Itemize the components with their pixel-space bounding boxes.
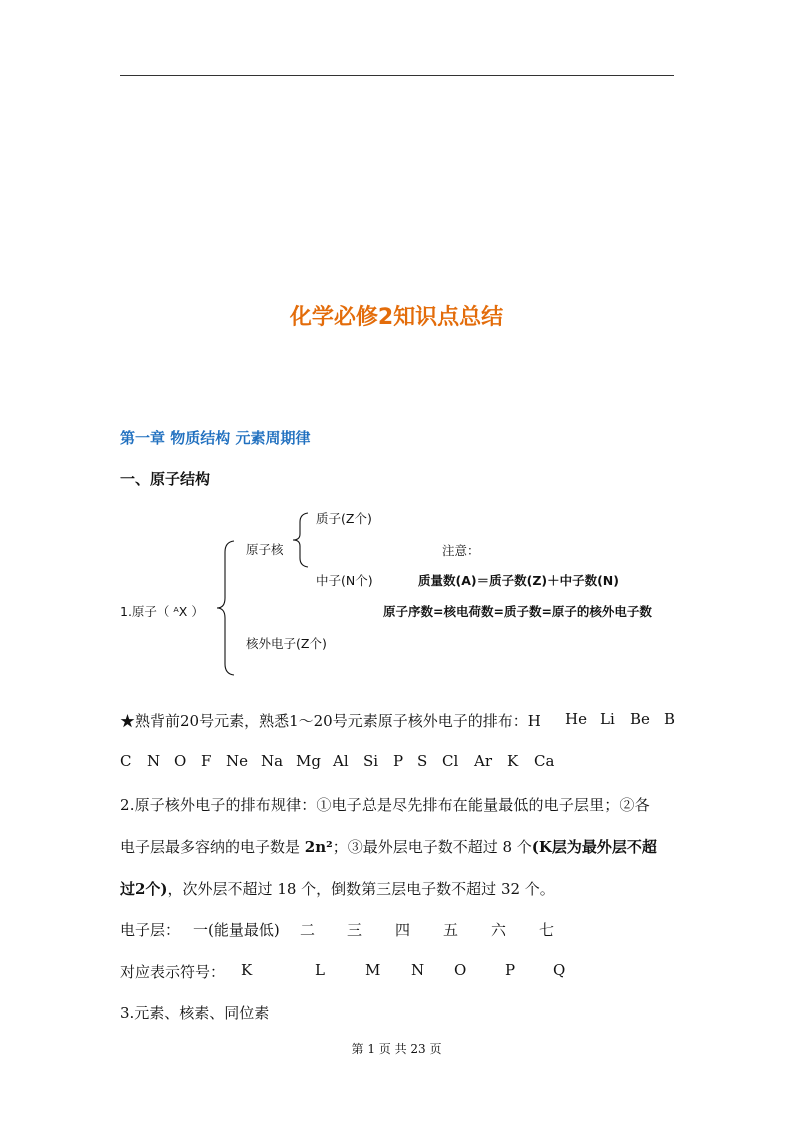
page-title: 化学必修2知识点总结 bbox=[289, 305, 504, 330]
shell-1: 一(能量最低) bbox=[193, 921, 280, 939]
element-ne: Ne bbox=[226, 752, 249, 770]
element-b: B bbox=[664, 710, 676, 728]
element-ca: Ca bbox=[534, 752, 555, 770]
element-list-line-1 bbox=[120, 710, 676, 730]
element-al: Al bbox=[333, 752, 349, 770]
element-list-line-2 bbox=[120, 752, 676, 772]
section-heading: 一、原子结构 bbox=[120, 470, 211, 488]
rules-line-2 bbox=[120, 836, 676, 857]
diagram-mass-formula: 质量数(A)＝质子数(Z)＋中子数(N) bbox=[418, 573, 619, 588]
diagram-proton: 质子(Z个) bbox=[316, 511, 372, 526]
element-be: Be bbox=[630, 710, 650, 728]
rules-line-2-c: ；③最外层电子数不超过 8 个 bbox=[332, 838, 532, 856]
element-si: Si bbox=[363, 752, 379, 770]
shell-5: 五 bbox=[443, 921, 459, 939]
rules-line-3 bbox=[120, 878, 676, 899]
rules-line-1: 2.原子核外电子的排布规律：①电子总是尽先排布在能量最低的电子层里；②各 bbox=[120, 796, 650, 814]
shell-4: 四 bbox=[395, 921, 411, 939]
page-footer: 第 1 页 共 23 页 bbox=[351, 1042, 442, 1056]
element-li: Li bbox=[600, 710, 615, 728]
diagram-note-label: 注意： bbox=[442, 543, 480, 558]
rules-line-3-a: 过2个) bbox=[120, 880, 168, 898]
shell-7: 七 bbox=[539, 921, 555, 939]
nucleus-brace bbox=[290, 512, 312, 568]
diagram-electron: 核外电子(Z个) bbox=[246, 636, 327, 651]
element-mg: Mg bbox=[296, 752, 321, 770]
rules-line-2-a: 电子层最多容纳的电子数是 bbox=[120, 838, 305, 856]
diagram-ordinal-formula: 原子序数=核电荷数=质子数=原子的核外电子数 bbox=[383, 604, 652, 619]
diagram-nucleus: 原子核 bbox=[246, 542, 284, 557]
element-he: He bbox=[565, 710, 587, 728]
shell-6: 六 bbox=[491, 921, 507, 939]
element-f: F bbox=[201, 752, 212, 770]
shell-3: 三 bbox=[347, 921, 363, 939]
element-s: S bbox=[417, 752, 428, 770]
diagram-neutron: 中子(N个) bbox=[316, 573, 373, 588]
element-k: K bbox=[507, 752, 519, 770]
atom-brace bbox=[214, 540, 238, 676]
rules-line-2-formula: 2n² bbox=[304, 838, 333, 856]
symbols-label: 对应表示符号： bbox=[120, 963, 226, 981]
element-c: C bbox=[120, 752, 132, 770]
shells-label: 电子层： bbox=[120, 921, 181, 939]
symbol-p: P bbox=[505, 961, 516, 979]
element-na: Na bbox=[261, 752, 284, 770]
symbol-q: Q bbox=[553, 961, 566, 979]
shell-2: 二 bbox=[300, 921, 316, 939]
element-p: P bbox=[393, 752, 404, 770]
rules-line-2-d: (K层为最外层不超 bbox=[531, 838, 657, 856]
diagram-atom-label: 1.原子（ ᴬX ） bbox=[120, 604, 204, 619]
chapter-heading: 第一章 物质结构 元素周期律 bbox=[120, 429, 311, 447]
symbol-o: O bbox=[454, 961, 467, 979]
symbol-n: N bbox=[411, 961, 425, 979]
header-rule bbox=[120, 75, 674, 76]
symbol-l: L bbox=[315, 961, 325, 979]
element-ar: Ar bbox=[474, 752, 493, 770]
shells-row bbox=[120, 919, 676, 939]
element-intro: ★熟背前20号元素，熟悉1～20号元素原子核外电子的排布：H bbox=[120, 712, 541, 730]
section-3-heading: 3.元素、核素、同位素 bbox=[120, 1004, 270, 1022]
symbol-k: K bbox=[241, 961, 253, 979]
element-cl: Cl bbox=[442, 752, 459, 770]
symbols-row bbox=[120, 961, 676, 981]
rules-line-3-b: ，次外层不超过 18 个，倒数第三层电子数不超过 32 个。 bbox=[167, 880, 555, 898]
element-n: N bbox=[147, 752, 161, 770]
symbol-m: M bbox=[365, 961, 381, 979]
element-o: O bbox=[174, 752, 187, 770]
